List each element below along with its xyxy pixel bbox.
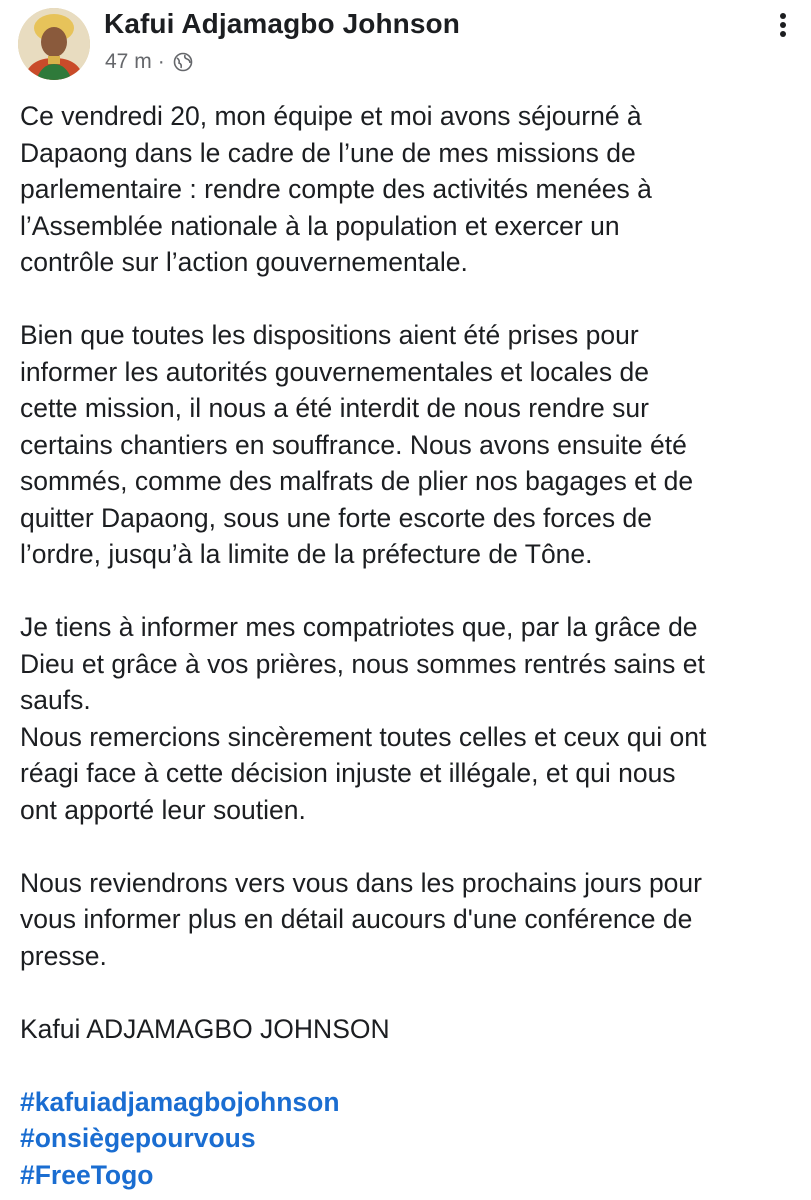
- post-paragraph: Bien que toutes les dispositions aient été prises pour informer les autorités gouvernementales et locales de cette mission, il nous a été interdit de nous rendre sur certains chantiers en souffrance. Nous avons ensuite été sommés, comme des malfrats de plier nos bagages et de quitter Dapaong, sous une forte escorte des forces de l’ordre, jusqu’à la limite de la préfecture de Tône.: [20, 320, 694, 569]
- hashtag-link[interactable]: #onsiègepourvous: [20, 1123, 256, 1153]
- meta-separator: ·: [157, 50, 165, 73]
- globe-icon[interactable]: [173, 52, 193, 72]
- post-body: [20, 98, 800, 1193]
- post-meta: [105, 50, 193, 74]
- author-name[interactable]: Kafui Adjamagbo Johnson: [104, 8, 460, 39]
- timestamp[interactable]: 47 m: [105, 50, 152, 73]
- post-header: [0, 0, 811, 90]
- post-signature: Kafui ADJAMAGBO JOHNSON: [20, 1013, 390, 1044]
- post-paragraph: Je tiens à informer mes compatriotes que, par la grâce de Dieu et grâce à vos prières, nous sommes rentrés sains et saufs. Nous remercions sincèrement toutes celles et ceux qui ont réagi face à cette décision injuste et illégale, et qui nous ont apporté leur soutien.: [20, 612, 707, 825]
- hashtag-list: [20, 1084, 800, 1194]
- hashtag-link[interactable]: #kafuiadjamagbojohnson: [20, 1086, 340, 1117]
- more-options-icon[interactable]: [769, 10, 797, 40]
- avatar[interactable]: [18, 8, 90, 80]
- hashtag-link[interactable]: #FreeTogo: [20, 1159, 154, 1190]
- post-paragraph: Nous reviendrons vers vous dans les prochains jours pour vous informer plus en détail aucours d'une conférence de presse.: [20, 867, 702, 971]
- post-paragraph: Ce vendredi 20, mon équipe et moi avons séjourné à Dapaong dans le cadre de l’une de mes missions de parlementaire : rendre compte des activités menées à l’Assemblée nationale à la population et exercer un contrôle sur l’action gouvernementale.: [20, 101, 652, 277]
